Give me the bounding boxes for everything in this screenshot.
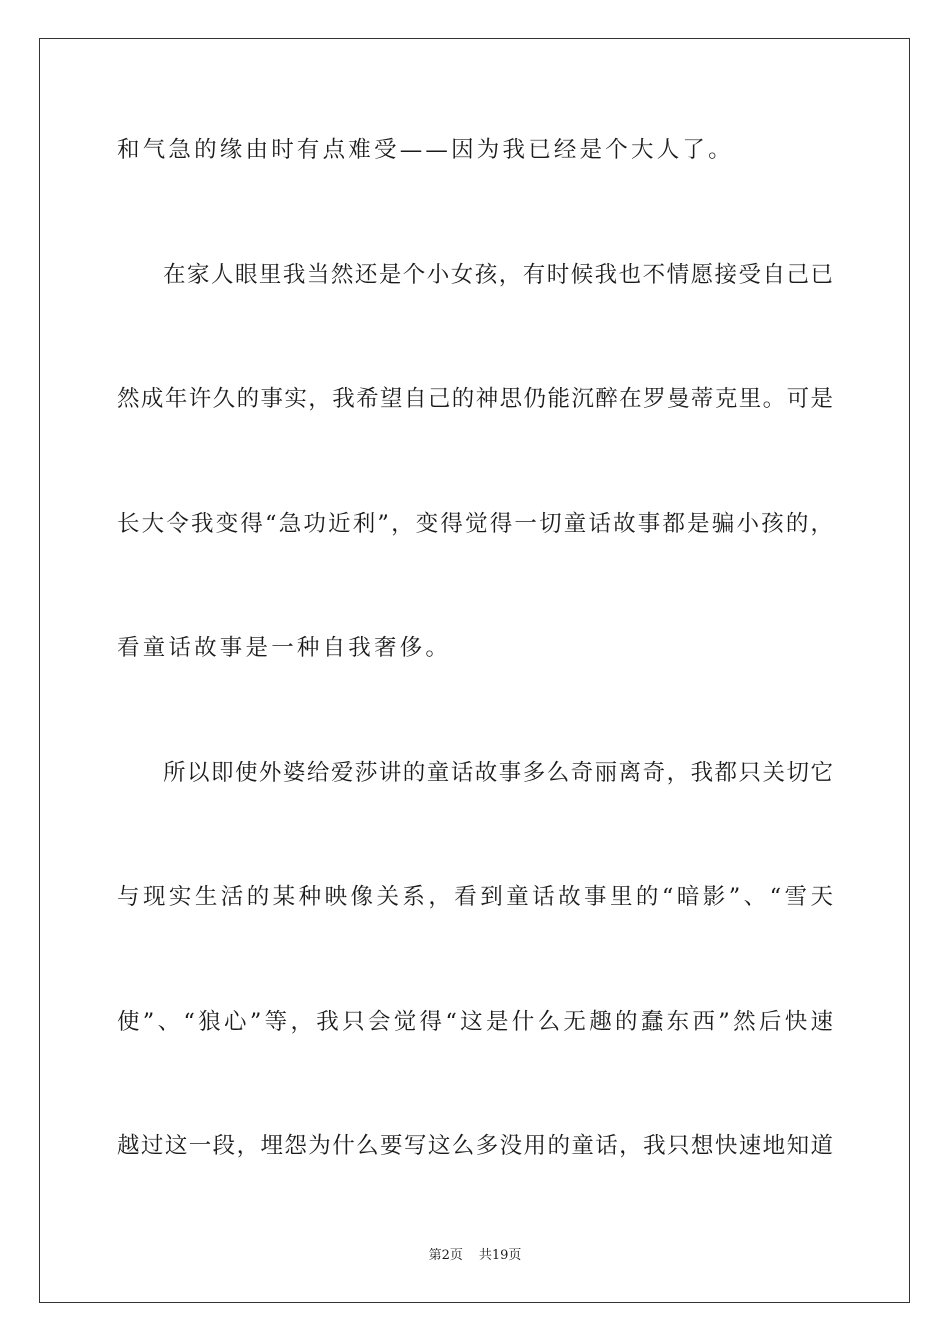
body-line-4: 长大令我变得“急功近利”，变得觉得一切童话故事都是骗小孩的， <box>117 511 833 537</box>
body-line-9: 越过这一段，埋怨为什么要写这么多没用的童话，我只想快速地知道 <box>117 1133 833 1159</box>
body-line-8: 使”、“狼心”等，我只会觉得“这是什么无趣的蠢东西”然后快速 <box>117 1009 833 1035</box>
body-line-5: 看童话故事是一种自我奢侈。 <box>117 635 452 661</box>
body-line-3: 然成年许久的事实，我希望自己的神思仍能沉醉在罗曼蒂克里。可是 <box>117 386 833 412</box>
page-border <box>39 38 910 1303</box>
page-total: 共19页 <box>478 1248 522 1263</box>
body-line-1: 和气急的缘由时有点难受——因为我已经是个大人了。 <box>117 137 734 163</box>
body-line-7: 与现实生活的某种映像关系，看到童话故事里的“暗影”、“雪天 <box>117 884 833 910</box>
page-number: 第2页 <box>428 1248 463 1263</box>
page-footer <box>0 1247 950 1265</box>
body-line-2: 在家人眼里我当然还是个小女孩，有时候我也不情愿接受自己已 <box>163 262 833 288</box>
body-line-6: 所以即使外婆给爱莎讲的童话故事多么奇丽离奇，我都只关切它 <box>163 760 833 786</box>
